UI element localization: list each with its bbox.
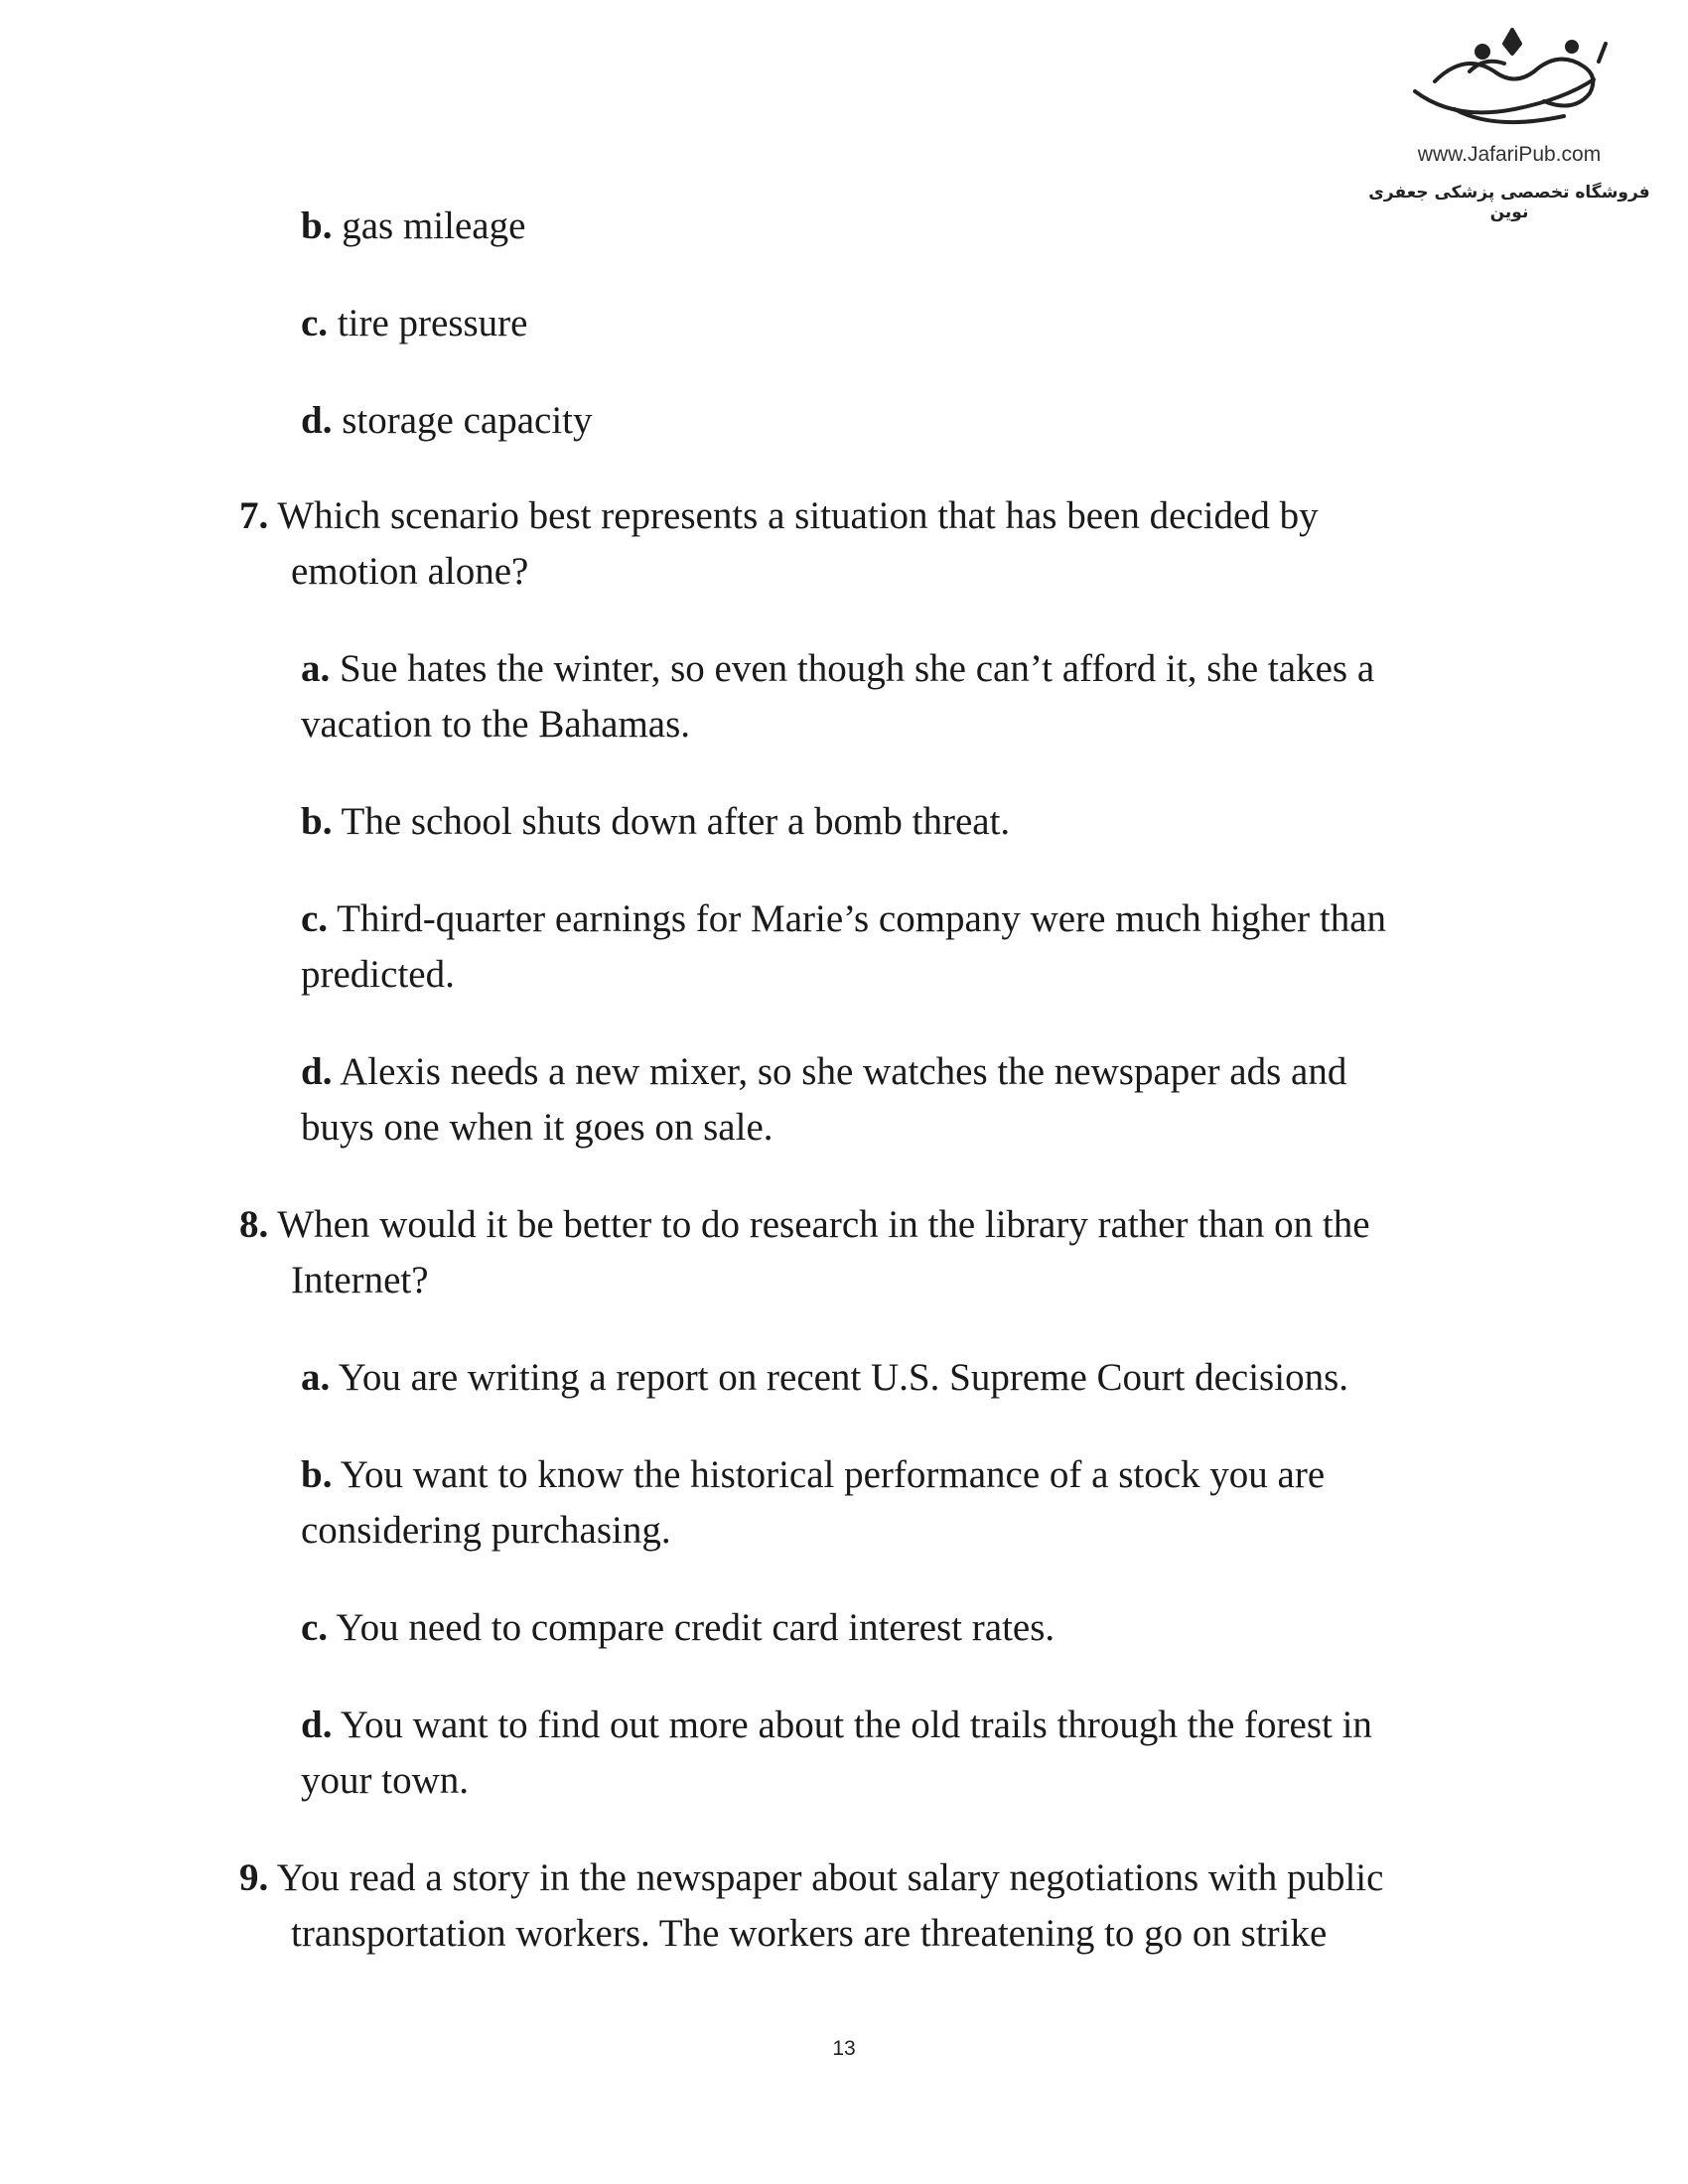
question-8 xyxy=(239,1197,1370,1253)
option-c-q6 xyxy=(301,296,527,351)
option-text: The school shuts down after a bomb threat. xyxy=(341,800,1011,843)
option-text: You are writing a report on recent U.S. Supreme Court decisions. xyxy=(338,1356,1348,1399)
option-label: d. xyxy=(301,399,333,442)
option-label: a. xyxy=(301,647,331,690)
question-text-line1: Which scenario best represents a situation that has been decided by xyxy=(277,494,1319,537)
option-text-line1: You want to know the historical performance of a stock you are xyxy=(340,1453,1326,1496)
option-label: d. xyxy=(301,1050,333,1093)
option-text-line1: Sue hates the winter, so even though she can’t afford it, she takes a xyxy=(340,647,1375,690)
option-text: gas mileage xyxy=(342,205,526,247)
option-text-line1: You want to find out more about the old trails through the forest in xyxy=(340,1704,1372,1746)
option-b-q8 xyxy=(301,1447,1325,1503)
option-label: a. xyxy=(301,1356,331,1399)
option-label: c. xyxy=(301,1606,329,1649)
option-c-q7-cont: predicted. xyxy=(301,953,455,996)
question-7-cont: emotion alone? xyxy=(291,550,529,593)
option-label: d. xyxy=(301,1704,333,1746)
option-b-q7 xyxy=(301,794,1010,850)
option-text: tire pressure xyxy=(337,302,528,344)
question-7 xyxy=(239,488,1319,544)
option-text: You need to compare credit card interest rates. xyxy=(336,1606,1055,1649)
option-c-q7 xyxy=(301,891,1386,947)
option-d-q7 xyxy=(301,1044,1346,1100)
option-a-q7-cont: vacation to the Bahamas. xyxy=(301,703,691,746)
question-number: 8. xyxy=(239,1203,269,1246)
question-8-cont: Internet? xyxy=(291,1259,429,1301)
question-number: 7. xyxy=(239,494,269,537)
option-b-q8-cont: considering purchasing. xyxy=(301,1509,671,1552)
option-a-q8 xyxy=(301,1350,1348,1406)
question-text-line1: When would it be better to do research in the library rather than on the xyxy=(277,1203,1370,1246)
option-a-q7 xyxy=(301,641,1374,697)
question-9 xyxy=(239,1850,1383,1906)
publisher-logo xyxy=(1360,22,1658,222)
question-9-cont: transportation workers. The workers are threatening to go on strike xyxy=(291,1912,1328,1955)
option-d-q8-cont: your town. xyxy=(301,1759,469,1802)
option-label: b. xyxy=(301,800,333,843)
option-d-q7-cont: buys one when it goes on sale. xyxy=(301,1106,774,1149)
page-number: 13 xyxy=(832,2037,856,2060)
option-text-line1: Alexis needs a new mixer, so she watches the newspaper ads and xyxy=(340,1050,1347,1093)
option-label: b. xyxy=(301,205,333,247)
option-label: c. xyxy=(301,897,329,940)
question-number: 9. xyxy=(239,1856,269,1899)
option-c-q8 xyxy=(301,1600,1055,1656)
option-text-line1: Third-quarter earnings for Marie’s company were much higher than xyxy=(337,897,1387,940)
option-d-q6 xyxy=(301,393,592,449)
option-label: c. xyxy=(301,302,329,344)
publisher-url: www.JafariPub.com xyxy=(1417,143,1602,166)
option-b-q6 xyxy=(301,199,525,254)
publisher-tagline: فروشگاه تخصصی پزشکی جعفری نوین xyxy=(1368,183,1650,222)
calligraphy-logo-icon xyxy=(1395,22,1623,136)
option-d-q8 xyxy=(301,1698,1372,1753)
option-text: storage capacity xyxy=(342,399,593,442)
question-text-line1: You read a story in the newspaper about salary negotiations with public xyxy=(276,1856,1384,1899)
option-label: b. xyxy=(301,1453,333,1496)
